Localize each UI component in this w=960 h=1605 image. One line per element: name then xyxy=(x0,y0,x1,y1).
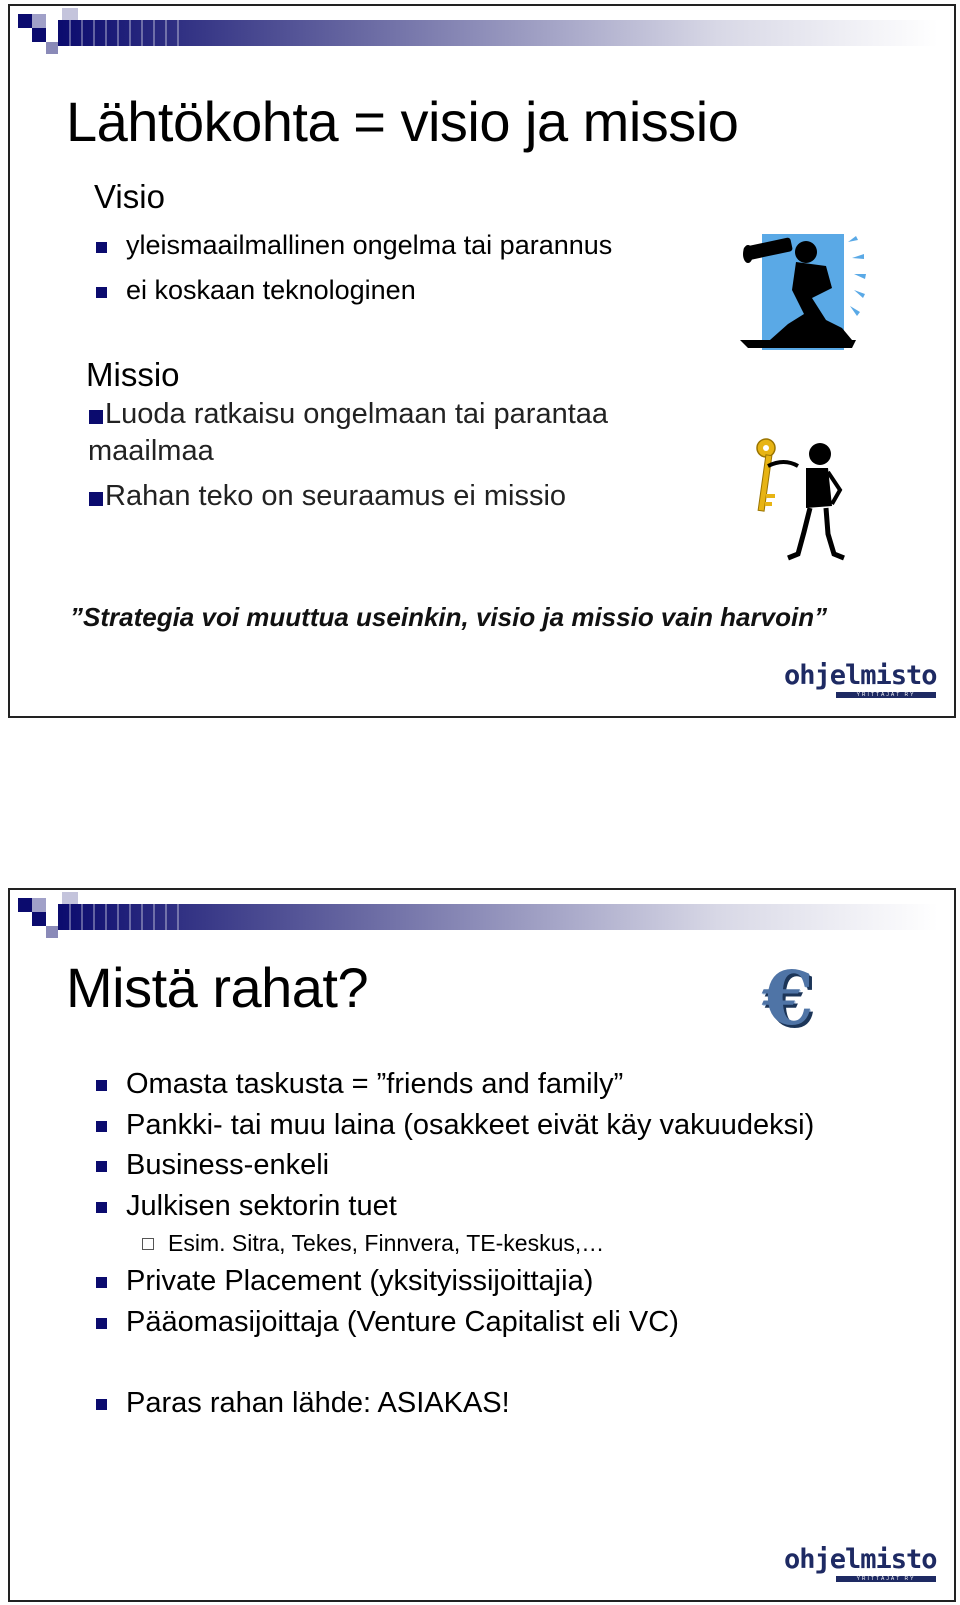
slide-vision-mission xyxy=(8,4,956,718)
bullet-square-icon xyxy=(89,410,103,424)
bullet-square-icon xyxy=(96,1318,107,1329)
visio-item: yleismaailmallinen ongelma tai parannus xyxy=(126,230,613,260)
funding-item: Pankki- tai muu laina (osakkeet eivät käy vakuudeksi) xyxy=(126,1109,815,1141)
bullet-square-icon xyxy=(96,1080,107,1091)
funding-sub-item: Esim. Sitra, Tekes, Finnvera, TE-keskus,… xyxy=(168,1230,605,1256)
bullet-square-icon xyxy=(96,242,107,253)
funding-item: Omasta taskusta = ”friends and family” xyxy=(126,1068,624,1100)
missio-item: Rahan teko on seuraamus ei missio xyxy=(105,480,567,512)
key-figure-icon xyxy=(744,436,854,566)
logo-tagline: YRITTÄJÄT RY xyxy=(856,1576,916,1582)
funding-item: Julkisen sektorin tuet xyxy=(126,1190,397,1222)
ohjelmisto-logo xyxy=(784,662,944,702)
bullet-square-icon xyxy=(96,1399,107,1410)
bullet-square-icon xyxy=(96,287,107,298)
funding-item: Business-enkeli xyxy=(126,1149,330,1181)
euro-icon: € xyxy=(762,956,814,1042)
funding-item: Pääomasijoittaja (Venture Capitalist eli VC) xyxy=(126,1306,679,1338)
slide-funding-sources xyxy=(8,888,956,1602)
telescope-figure-icon xyxy=(740,228,880,352)
bullet-square-icon xyxy=(96,1277,107,1288)
logo-name: ohjelmisto xyxy=(784,660,937,691)
slide-title: Lähtökohta = visio ja missio xyxy=(66,90,739,153)
bullet-square-icon xyxy=(89,492,103,506)
missio-heading: Missio xyxy=(86,356,180,393)
funding-final-item: Paras rahan lähde: ASIAKAS! xyxy=(126,1387,510,1419)
visio-heading: Visio xyxy=(94,178,165,215)
strategy-quote: ”Strategia voi muuttua useinkin, visio ja missio vain harvoin” xyxy=(70,602,828,632)
ohjelmisto-logo xyxy=(784,1546,944,1586)
visio-item: ei koskaan teknologinen xyxy=(126,275,416,305)
slide-title: Mistä rahat? xyxy=(66,956,369,1019)
slide-header-decoration xyxy=(10,6,956,64)
logo-name: ohjelmisto xyxy=(784,1544,937,1575)
slide-header-decoration xyxy=(10,890,956,948)
logo-tagline: YRITTÄJÄT RY xyxy=(856,692,916,698)
bullet-square-icon xyxy=(96,1202,107,1213)
missio-item-line: Luoda ratkaisu ongelmaan tai parantaa xyxy=(105,398,609,430)
missio-item-line: maailmaa xyxy=(88,435,214,467)
funding-item: Private Placement (yksityissijoittajia) xyxy=(126,1265,594,1297)
bullet-square-icon xyxy=(96,1121,107,1132)
bullet-square-icon xyxy=(96,1161,107,1172)
sub-bullet-square-icon xyxy=(142,1238,154,1250)
